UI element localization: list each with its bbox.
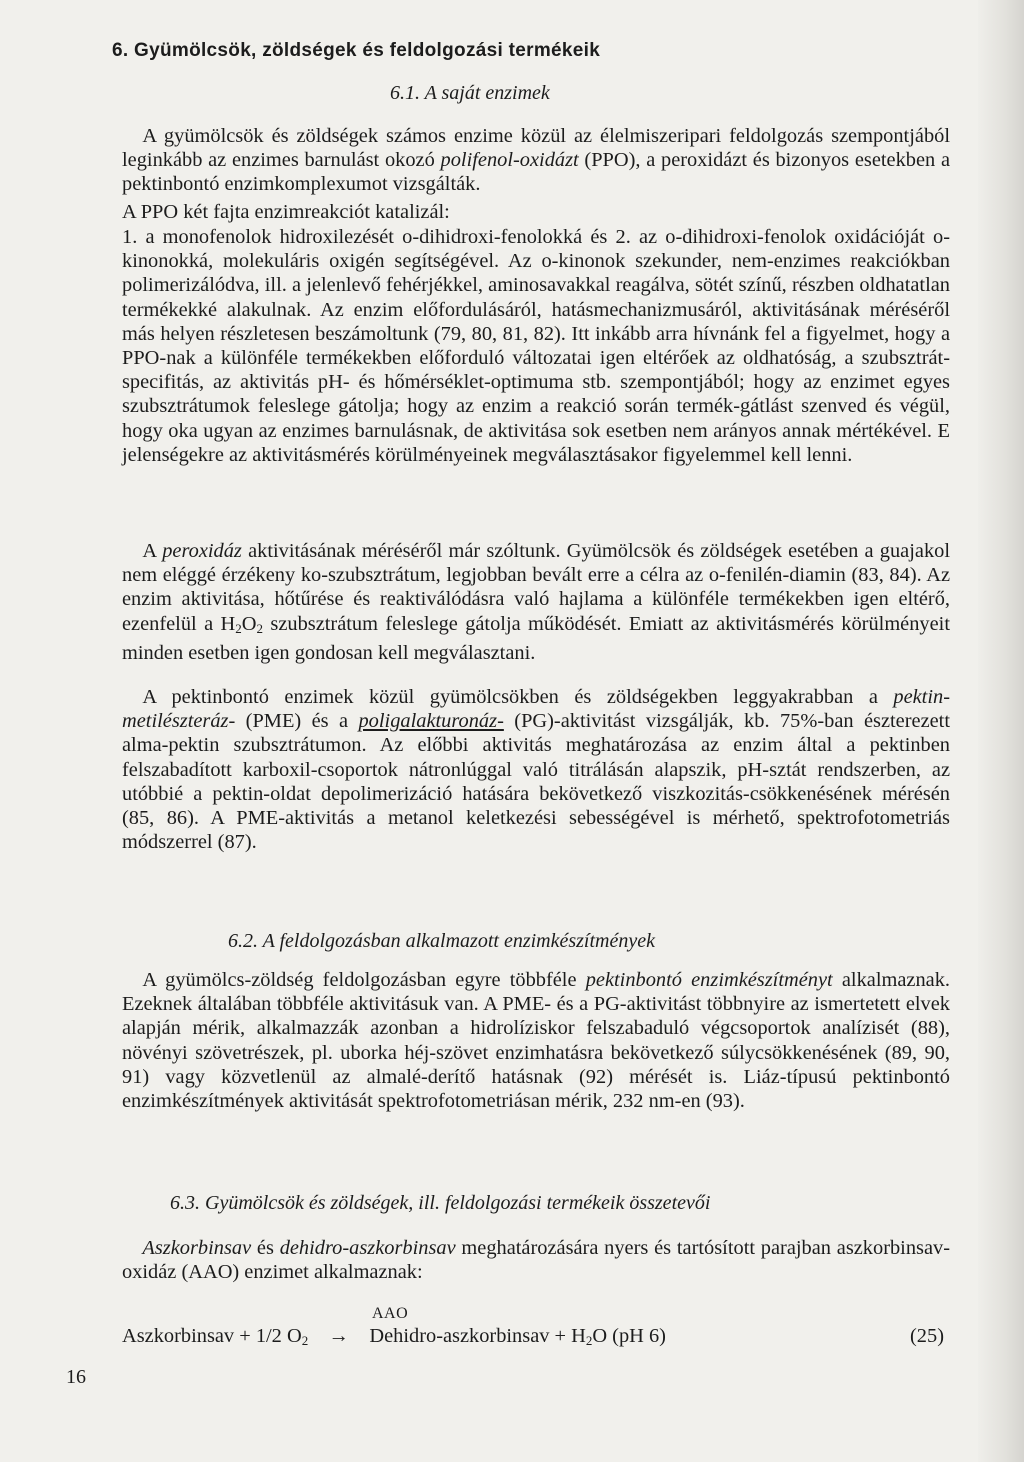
paragraph-ppo-reactions: A PPO két fajta enzimreakciót katalizál:: [122, 201, 450, 223]
paragraph-peroxidase: A peroxidáz aktivitásának méréséről már szóltunk. Gyümölcsök és zöldségek esetében a guajakol nem eléggé érzékeny ko-szubsztrátum, legjobban bevált erre a célra az o-fenilén-diamin (83, 84). Az enzim aktivitása, hőtűrése és reaktiválódásra való hajlama a különféle termékekben igen eltérő, ezenfelül a $H_2O_2$ szubsztrátum feleslege gátolja működését. Emiatt az aktivitásmérés körülményeit minden esetben igen gondosan kell megválasztani.: [122, 540, 950, 664]
text: A gyümölcsök és zöldségek számos enzime közül az élelmiszeripari feldolgozás szempontjából leginkább az enzimes barnulást okozó polifenol-oxidázt (PPO), a peroxidázt és bizonyos esetekben a pektinbontó enzimkomplexumot vizsgálták.: [122, 125, 950, 196]
paragraph-ppo-details: 1. a monofenolok hidroxilezését o-dihidroxi-fenolokká és 2. az o-dihidroxi-fenolok oxidációját o-kinonokká, molekuláris oxigén segítségével. Az o-kinonok szekunder, nem-enzimes reakciókban polimerizálódva, ill. a jelenlevő fehérjékkel, aminosavakkal reagálva, sötét színű, részben oldhatatlan termékekké alakulnak. Az enzim előfordulásáról, hatásmechanizmusáról, aktivitásának méréséről más helyen részletesen beszámoltunk (79, 80, 81, 82). Itt inkább arra hívnánk fel a figyelmet, hogy a PPO-nak a különféle termékekben előforduló változatai igen eltérőek az oldhatóság, a szubsztrát-specifitás, az aktivitás pH- és hőmérséklet-optimuma stb. szempontjából; hogy az enzimet egyes szubsztrátumok feleslege gátolja; hogy az enzim a reakció során termék-gátlást szenved és végül, hogy oka ugyan az enzimes barnulásnak, de aktivitása sok esetben nem arányos annak mértékével. E jelenségekre az aktivitásmérés körülményeinek megválasztásakor figyelemmel kell lenni.: [122, 226, 950, 466]
equation-body: [122, 1325, 666, 1349]
equation-number: (25): [910, 1325, 944, 1347]
running-head: 6. Gyümölcsök, zöldségek és feldolgozási termékeik: [112, 40, 601, 61]
equation-enzyme-label: AAO: [372, 1305, 409, 1322]
equation-right-end: O (pH 6): [592, 1325, 666, 1347]
paragraph-pectinases: A pektinbontó enzimek közül gyümölcsökben és zöldségekben leggyakrabban a pektin-metilészteráz- (PME) és a poligalakturonáz- (PG)-aktivitást vizsgálják, kb. 75%-ban észterezett alma-pektin szubsztrátumon. Az előbbi aktivitás meghatározása az enzim által a pektinben felszabadított karboxil-csoportok nátronlúggal való titrálásán alapszik, pH-sztát rendszerben, az utóbbié a pektin-oldat depolimerizáció hatására bekövetkező viszkozitás-csökkenésének mérésén (85, 86). A PME-aktivitás a metanol keletkezési sebességével is mérhető, spektrofotometriás módszerrel (87).: [122, 686, 951, 854]
equation-left: Aszkorbinsav + 1/2 O: [122, 1325, 302, 1347]
page-number: 16: [66, 1366, 86, 1388]
equation-right: Dehidro-aszkorbinsav + H: [369, 1325, 586, 1347]
section-title-6-1: 6.1. A saját enzimek: [390, 82, 550, 104]
section-title-6-2: 6.2. A feldolgozásban alkalmazott enzimkészítmények: [228, 930, 655, 952]
reaction-arrow-icon: →: [328, 1325, 349, 1347]
paragraph-enzyme-preparations: A gyümölcs-zöldség feldolgozásban egyre többféle pektinbontó enzimkészítményt alkalmaznak. Ezeknek általában többféle aktivitásuk van. A PME- és a PG-aktivitást többnyire az ismertetett elvek alapján mérik, alkalmazzák azonban a hidrolíziskor felszabaduló végcsoportok analízisét (88), növényi szövetrészek, pl. uborka héj-szövet enzimhatásra bekövetkező súlycsökkenésének (89, 90, 91) vagy közvetlenül az almalé-derítő hatásnak (92) mérését is. Liáz-típusú pektinbontó enzimkészítmények aktivitását spektrofotometriásan mérik, 232 nm-en (93).: [122, 969, 950, 1113]
equation-h2o-subscript: 2: [585, 1333, 593, 1348]
equation-25: [122, 1305, 950, 1355]
paragraph-enzymes-intro: [122, 124, 950, 197]
page-edge-shadow: [978, 0, 1024, 1462]
equation-o2-subscript: 2: [301, 1333, 309, 1348]
section-title-6-3: 6.3. Gyümölcsök és zöldségek, ill. feldolgozási termékeik összetevői: [170, 1192, 711, 1214]
paragraph-ascorbic-acid: Aszkorbinsav és dehidro-aszkorbinsav meghatározására nyers és tartósított parajban aszkorbinsav-oxidáz (AAO) enzimet alkalmaznak:: [122, 1237, 951, 1284]
